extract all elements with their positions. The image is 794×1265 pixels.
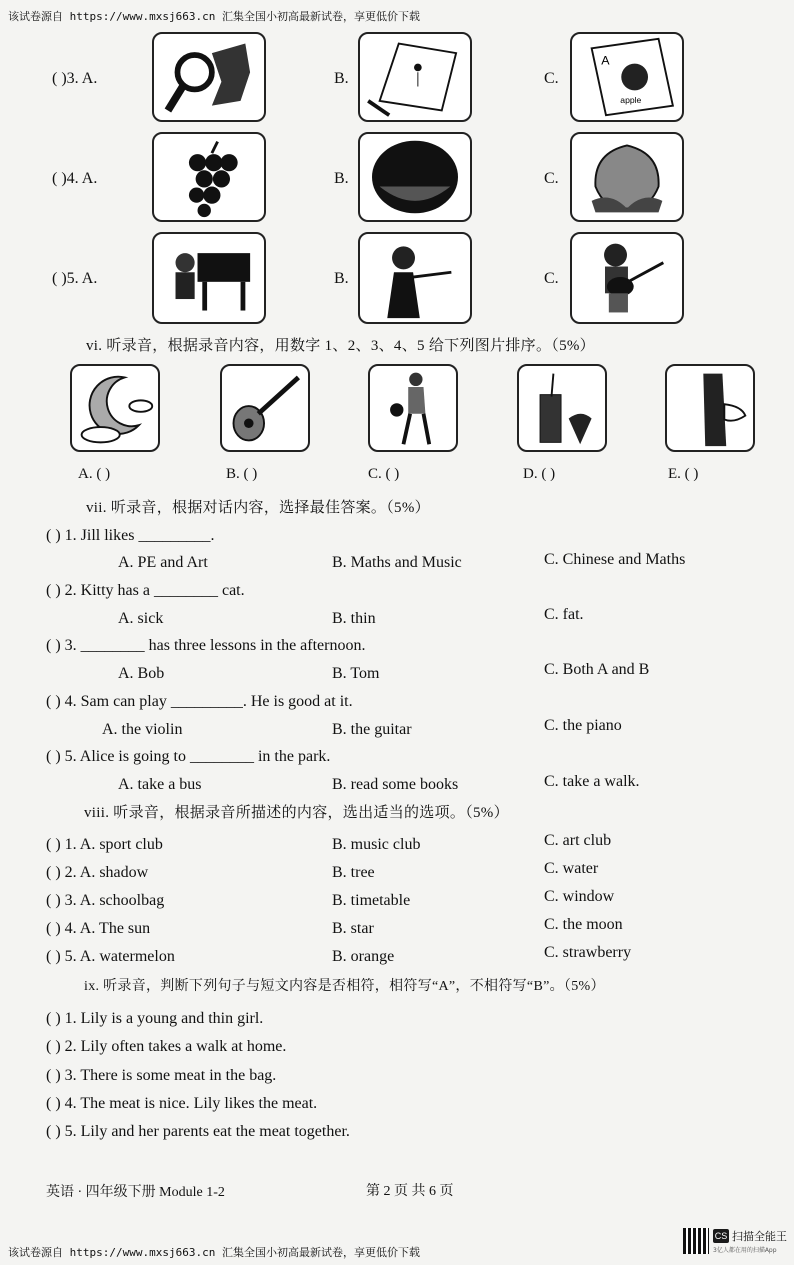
vii-q2-option-b: B. thin bbox=[332, 610, 376, 627]
section-viii-title: viii. 听录音，根据录音所描述的内容，选出适当的选项。（5%） bbox=[84, 805, 509, 821]
paper-drawing-icon bbox=[358, 32, 472, 122]
boy-guitar-icon bbox=[570, 232, 684, 324]
vii-q3-option-c: C. Both A and B bbox=[544, 661, 650, 678]
scanner-tagline: 3亿人都在用的扫描App bbox=[713, 1247, 777, 1254]
grapes-icon bbox=[152, 132, 266, 222]
peach-icon bbox=[570, 132, 684, 222]
label-b: B. ( ) bbox=[226, 466, 258, 482]
hand-tree-icon bbox=[665, 364, 755, 452]
option-c-label: C. bbox=[544, 270, 559, 287]
vii-q4-option-b: B. the guitar bbox=[332, 721, 412, 738]
label-e: E. ( ) bbox=[668, 466, 699, 482]
watermelon-icon bbox=[358, 132, 472, 222]
question-number: ( )5. A. bbox=[52, 270, 98, 287]
viii-q1-option-c: C. art club bbox=[544, 832, 612, 849]
ix-statement-3: ( ) 3. There is some meat in the bag. bbox=[46, 1067, 277, 1084]
vii-question-2: ( ) 2. Kitty has a ________ cat. bbox=[46, 582, 245, 599]
apple-card-icon bbox=[570, 32, 684, 122]
viii-q1-option-b: B. music club bbox=[332, 836, 421, 853]
vii-q2-option-a: A. sick bbox=[118, 610, 164, 627]
vii-q2-option-c: C. fat. bbox=[544, 606, 584, 623]
viii-q3-option-c: C. window bbox=[544, 888, 615, 905]
basketball-player-icon bbox=[368, 364, 458, 452]
label-a: A. ( ) bbox=[78, 466, 111, 482]
vii-q4-option-a: A. the violin bbox=[102, 721, 183, 738]
moon-icon bbox=[70, 364, 160, 452]
vii-q5-option-b: B. read some books bbox=[332, 776, 459, 793]
vii-question-4: ( ) 4. Sam can play _________. He is good at it. bbox=[46, 693, 353, 710]
viii-q5-option-c: C. strawberry bbox=[544, 944, 632, 961]
viii-q4-option-b: B. star bbox=[332, 920, 374, 937]
section-vi-title: vi. 听录音，根据录音内容，用数字 1、2、3、4、5 给下列图片排序。（5%） bbox=[86, 338, 595, 354]
vii-question-5: ( ) 5. Alice is going to ________ in the park. bbox=[46, 748, 331, 765]
viii-q1-option-a: ( ) 1. A. sport club bbox=[46, 836, 163, 853]
vii-question-3: ( ) 3. ________ has three lessons in the afternoon. bbox=[46, 637, 366, 654]
option-b-label: B. bbox=[334, 270, 349, 287]
girl-violin-icon bbox=[358, 232, 472, 324]
vii-q5-option-a: A. take a bus bbox=[118, 776, 202, 793]
viii-q3-option-b: B. timetable bbox=[332, 892, 411, 909]
viii-q5-option-a: ( ) 5. A. watermelon bbox=[46, 948, 175, 965]
ix-statement-2: ( ) 2. Lily often takes a walk at home. bbox=[46, 1038, 287, 1055]
ix-statement-1: ( ) 1. Lily is a young and thin girl. bbox=[46, 1010, 264, 1027]
vii-q5-option-c: C. take a walk. bbox=[544, 773, 640, 790]
vii-q1-option-b: B. Maths and Music bbox=[332, 554, 462, 571]
option-c-label: C. bbox=[544, 170, 559, 187]
viii-q5-option-b: B. orange bbox=[332, 948, 395, 965]
vii-q1-option-c: C. Chinese and Maths bbox=[544, 551, 686, 568]
footer-subject: 英语 · 四年级下册 Module 1-2 bbox=[46, 1185, 225, 1200]
vii-q3-option-a: A. Bob bbox=[118, 665, 165, 682]
apple-word: apple bbox=[620, 94, 642, 105]
viii-q2-option-c: C. water bbox=[544, 860, 599, 877]
section-ix-title: ix. 听录音，判断下列句子与短文内容是否相符，相符写“A”，不相符写“B”。（5%） bbox=[84, 979, 605, 994]
viii-q2-option-b: B. tree bbox=[332, 864, 375, 881]
viii-q4-option-c: C. the moon bbox=[544, 916, 623, 933]
viii-q3-option-a: ( ) 3. A. schoolbag bbox=[46, 892, 165, 909]
question-number: ( )3. A. bbox=[52, 70, 98, 87]
section-vii-title: vii. 听录音，根据对话内容，选择最佳答案。（5%） bbox=[86, 500, 430, 516]
vii-q4-option-c: C. the piano bbox=[544, 717, 622, 734]
label-d: D. ( ) bbox=[523, 466, 556, 482]
vii-q1-option-a: A. PE and Art bbox=[118, 554, 208, 571]
option-b-label: B. bbox=[334, 70, 349, 87]
question-number: ( )4. A. bbox=[52, 170, 98, 187]
qr-code-icon bbox=[683, 1228, 709, 1254]
magnifier-leaf-icon bbox=[152, 32, 266, 122]
vii-question-1: ( ) 1. Jill likes _________. bbox=[46, 527, 215, 544]
ix-statement-5: ( ) 5. Lily and her parents eat the meat together. bbox=[46, 1123, 350, 1140]
guitar-icon bbox=[220, 364, 310, 452]
scanner-logo-icon: CS bbox=[714, 1231, 728, 1241]
ix-statement-4: ( ) 4. The meat is nice. Lily likes the meat. bbox=[46, 1095, 318, 1112]
card-letter: A bbox=[601, 53, 610, 68]
label-c: C. ( ) bbox=[368, 466, 400, 482]
vii-q3-option-b: B. Tom bbox=[332, 665, 380, 682]
option-c-label: C. bbox=[544, 70, 559, 87]
watermark-bottom: 该试卷源自 https://www.mxsj663.cn 汇集全国小初高最新试卷，享更低价下载 bbox=[8, 1246, 420, 1259]
viii-q2-option-a: ( ) 2. A. shadow bbox=[46, 864, 149, 881]
footer-page: 第 2 页 共 6 页 bbox=[366, 1184, 454, 1199]
juice-strawberry-icon bbox=[517, 364, 607, 452]
watermark-top: 该试卷源自 https://www.mxsj663.cn 汇集全国小初高最新试卷，享更低价下载 bbox=[8, 10, 420, 23]
scanner-brand: 扫描全能王 bbox=[732, 1230, 787, 1243]
option-b-label: B. bbox=[334, 170, 349, 187]
viii-q4-option-a: ( ) 4. A. The sun bbox=[46, 920, 151, 937]
boy-piano-icon bbox=[152, 232, 266, 324]
